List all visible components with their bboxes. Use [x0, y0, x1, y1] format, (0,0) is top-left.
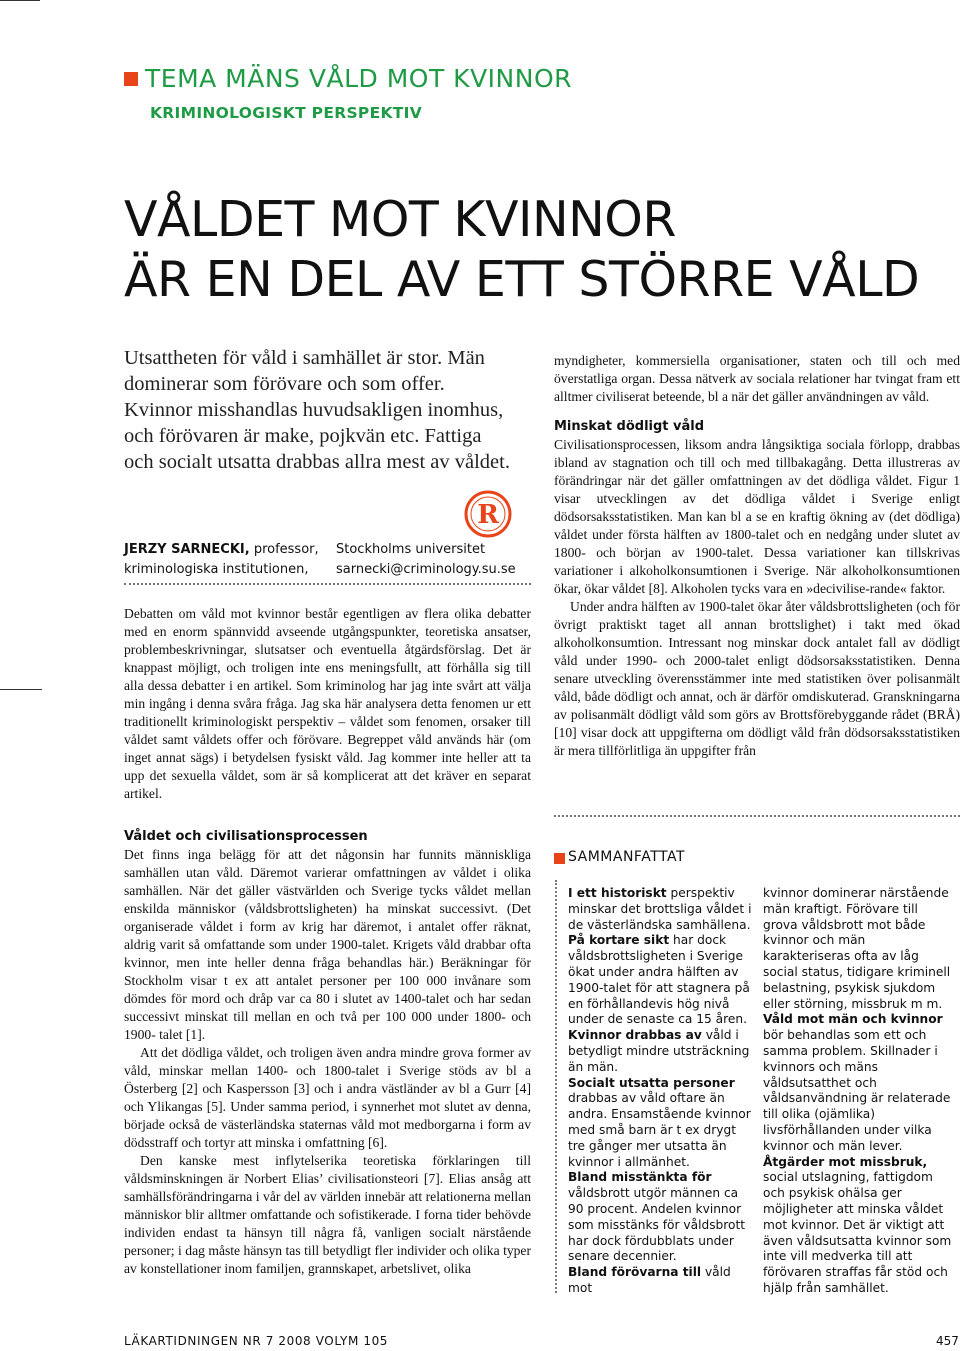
body-paragraph: Under andra hälften av 1900-talet ökar åter våldsbrottsligheten (och för övrigt praktiskt taget all annan brottslighet) i takt med ökad alkoholkonsumtion. Intressant nog minskar dock antalet fall av dödligt våld under 1990- och 2000-talet enligt dödsorsaksstatistiken. Denna senare utveckling överensstämmer inte med statistiken över polisanmält våld, både dödligt och annat, och är därför omdiskuterad. Granskningarna av polisanmält dödligt våld som görs av Brottsförebyggande rådet (BRÅ) [10] visar dock att uppgifterna om dödligt våld från dödsorsaksstatistiken är mera tillförlitliga än uppgifter från	[554, 599, 960, 758]
section-category: KRIMINOLOGISKT PERSPEKTIV	[150, 104, 423, 122]
body-paragraph: myndigheter, kommersiella organisationer, staten och till och med överstatliga organ. Dessa nätverk av sociala relationer har tvingat fram ett alltmer civiliserat beteende, bl a när det gäller användningen av våld.	[554, 353, 960, 404]
logo-letter: R	[477, 500, 499, 530]
review-badge-icon	[464, 490, 512, 538]
body-paragraph: Civilisationsprocessen, liksom andra långsiktiga sociala förlopp, drabbas ibland av stagnation och till och med tillbakagång. Detta illustreras av förändringar när det gäller omfattningen av det dödliga våldet. Figur 1 visar utvecklingen av det dödliga våldet i Sverige enligt dödsorsaksstatistiken. Man kan bl a se en kraftig ökning av (det dödliga) våldet under första hälften av 1800-talet och en nedgång under slutet av 1800- och början av 1900-talet. Dessa variationer kan tillskrivas variationer i alkoholkonsumtionen i Sverige. När alkoholkonsumtionen ökar, ökar våldet [8]. Alkoholen tycks vara en »decivilise-rande« faktor.	[554, 437, 960, 596]
body-paragraph: Det finns inga belägg för att det någonsin har funnits människliga samhällen utan våld. Däremot varierar omfattningen av våldet i olika samhällen. När det gäller västvärlden och Sverige tycks våldet mellan enskilda människor (våldsbrottsligheten) ha minskat successivt. (Det organiserade våldet i form av krig har däremot, i antalet offer räknat, aldrig varit så omfattande som under 1900-talet. Krigets våld drabbar ofta kvinnor, men inte heller denna fråga behandlas här.) Beräkningar för Stockholm visar t ex att antalet personer per 100 000 invånare som dömdes för mord och dråp var ca 80 i slutet av 1400-talet och har sedan successivt minskat till mellan en och två per 100 000 under 1800- och 1900- talet [1].	[124, 847, 531, 1042]
summary-lead: Bland misstänkta för	[568, 1170, 712, 1185]
left-column	[124, 828, 531, 1278]
summary-text: har dock våldsbrottsligheten i Sverige ökat under andra hälften av 1900-talet för att stagnera på en förhållandevis hög nivå under de senaste ca 15 åren.	[568, 933, 750, 1027]
summary-text: våldsbrott utgör männen ca 90 procent. Andelen kvinnor som misstänks för våldsbrott har dock fördubblats under senare decennier.	[568, 1186, 746, 1264]
summary-column-right	[763, 886, 953, 1297]
accent-square	[124, 72, 138, 86]
summary-text: kvinnor dominerar närstående män kraftigt. Förövare till grova våldsbrott mot både kvinnor och män karakteriseras ofta av låg social status, tidigare kriminell belastning, psykisk sjukdom eller störning, missbruk m m.	[763, 886, 951, 1011]
author-department: kriminologiska institutionen,	[124, 562, 309, 577]
summary-text: bör behandlas som ett och samma problem. Skillnader i kvinnors och mäns våldsutsatthet och våldsanvändning är relaterade till olika (ojämlika) livsförhållanden under vilka kvinnor och män lever.	[763, 1028, 951, 1153]
summary-title: SAMMANFATTAT	[568, 849, 686, 865]
body-paragraph: Den kanske mest inflytelserika teoretiska förklaringen till våldsminskningen är Norbert Elias’ civilisationsteori [7]. Elias ansåg att samhällsförändringarna i vår del av världen innebär att relationerna mellan människor blir alltmer omfattande och sofistikerade. I forna tider behövde individen endast ta hänsyn till några få, vanligen socialt närstående personer; i dag måste hänsyn tas till betydligt fler individer och olika typer av konstellationer inom familjen, grannskapet, arbetslivet, olika	[124, 1153, 531, 1276]
summary-text: drabbas av våld oftare än andra. Ensamstående kvinnor med små barn är t ex drygt tre gånger mer utsatta än kvinnor i allmänhet.	[568, 1091, 751, 1169]
summary-lead: Socialt utsatta personer	[568, 1075, 735, 1090]
summary-text: våld mot	[568, 1265, 731, 1295]
summary-lead: På kortare sikt	[568, 933, 670, 948]
ingress: Utsattheten för våld i samhället är stor. Män dominerar som förövare och som offer. Kvinnor misshandlas huvudsakligen inomhus, och förövaren är make, pojkvän etc. Fattiga och socialt utsatta drabbas allra mest av våldet.	[124, 347, 510, 473]
subheading-civilisation: Våldet och civilisationsprocessen	[124, 829, 368, 844]
author-name: JERZY SARNECKI,	[124, 542, 250, 557]
title-line-2: ÄR EN DEL AV ETT STÖRRE VÅLD	[124, 251, 920, 308]
summary-lead: Åtgärder mot missbruk,	[763, 1154, 928, 1169]
dotted-divider	[124, 583, 531, 585]
article-title	[124, 190, 919, 310]
title-line-1: VÅLDET MOT KVINNOR	[124, 191, 676, 248]
page-number: 457	[936, 1334, 959, 1348]
subheading-minskat: Minskat dödligt våld	[554, 419, 705, 434]
section-tema: TEMA MÄNS VÅLD MOT KVINNOR	[145, 64, 572, 93]
crop-mark-top	[0, 0, 40, 1]
summary-vertical-divider	[555, 880, 557, 1293]
author-affiliation	[336, 540, 516, 580]
summary-column-left	[568, 886, 752, 1297]
accent-square	[554, 853, 565, 864]
journal-footer: LÄKARTIDNINGEN NR 7 2008 VOLYM 105	[124, 1334, 389, 1348]
summary-text: våld i betydligt mindre utsträckning än män.	[568, 1028, 750, 1074]
right-column	[554, 352, 960, 760]
crop-mark-left	[0, 689, 42, 690]
summary-text: social utslagning, fattigdom och psykisk ohälsa ger möjligheter att minska våldet mot kvinnor. Det är viktigt att även våldsutsatta kvinnor som inte vill medverka till att förövaren straffas får stöd och hjälp från samhället.	[763, 1170, 952, 1295]
body-paragraph: Att det dödliga våldet, och troligen även andra mindre grova former av våld, minskar mellan 1400- och 1800-talet i Sverige stöds av bl a Österberg [2] och Kaspersson [3] och i andra västländer av bl a Gurr [4] och Ylikangas [5]. Under samma period, i synnerhet mot slutet av denna, började också de västerländska staternas våld mot medborgarna i form av dödsstraff och tortyr att minska i omfattning [6].	[124, 1045, 531, 1150]
author-university: Stockholms universitet	[336, 542, 486, 557]
dotted-divider	[554, 815, 960, 817]
summary-lead: Bland förövarna till	[568, 1265, 702, 1280]
author-role: professor,	[249, 542, 319, 557]
intro-paragraph: Debatten om våld mot kvinnor består egentligen av flera olika debatter med en enorm spännvidd avseende utgångspunkter, teoretiska ansatser, problembeskrivningar, slutsatser och eventuella åtgärdsförslag. Det är knappast möjligt, och troligen inte ens meningsfullt, att förhålla sig till alla dessa debatter i en artikel. Som kriminolog har jag inte svårt att välja min ingång i denna svåra fråga. Jag ska här analysera detta fenomen ur ett traditionellt kriminologiskt perspektiv – våldet som fenomen, orsaker till våldet samt våldets offer och förövare. Begreppet våld används här (om inget annat sägs) i betydelsen fysiskt våld. Jag kommer inte heller att ta upp det sexuella våldet, som är så komplicerat att det kräver en separat artikel.	[124, 606, 531, 801]
summary-lead: I ett historiskt	[568, 886, 667, 900]
summary-text: perspektiv minskar det brottsliga våldet i de västerländska samhällena.	[568, 886, 752, 932]
author-block	[124, 540, 319, 580]
author-email[interactable]: sarnecki@criminology.su.se	[336, 562, 516, 577]
summary-lead: Våld mot män och kvinnor	[763, 1012, 943, 1027]
summary-lead: Kvinnor drabbas av	[568, 1028, 702, 1043]
